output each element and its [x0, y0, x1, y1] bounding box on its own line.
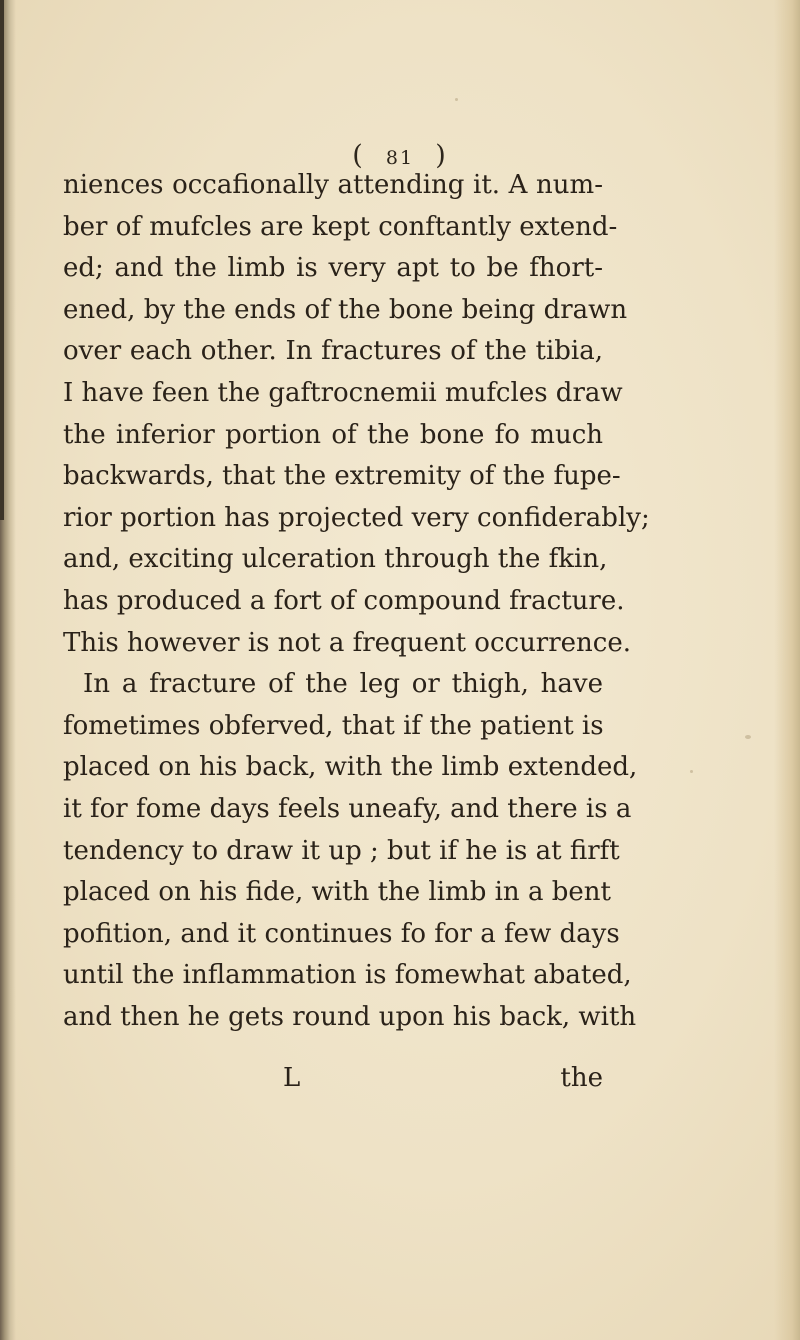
- header-close-paren: ): [435, 140, 448, 171]
- text-line: ed; and the limb is very apt to be fhort-: [63, 253, 603, 284]
- text-line: until the inflammation is fomewhat abated,: [63, 960, 632, 991]
- text-line: it for fome days feels uneafy, and there is a: [63, 793, 632, 824]
- binding-edge: [0, 0, 4, 520]
- paper-fleck: [455, 98, 458, 101]
- catchword: the: [560, 1063, 603, 1093]
- page-number: 81: [385, 147, 415, 169]
- signature-mark: L: [283, 1063, 301, 1093]
- text-line: pofition, and it continues fo for a few days: [63, 918, 620, 949]
- text-line: has produced a fort of compound fracture.: [63, 585, 625, 616]
- text-line: and, exciting ulceration through the fkin,: [63, 544, 608, 575]
- paper-fleck: [745, 735, 751, 739]
- text-line: backwards, that the extremity of the fupe-: [63, 461, 621, 492]
- text-line: ber of mufcles are kept conftantly extend-: [63, 211, 618, 242]
- text-line: niences occafionally attending it. A num-: [63, 170, 603, 200]
- text-line: over each other. In fractures of the tibia,: [63, 336, 603, 367]
- text-line: tendency to draw it up ; but if he is at firft: [63, 835, 620, 866]
- text-line: I have feen the gaftrocnemii mufcles draw: [63, 377, 623, 408]
- paper-fleck: [690, 770, 693, 773]
- text-line: and then he gets round upon his back, with: [63, 1001, 637, 1032]
- header-open-paren: (: [352, 140, 365, 171]
- text-line: fometimes obferved, that if the patient is: [63, 710, 604, 741]
- text-line: placed on his back, with the limb extended,: [63, 752, 638, 783]
- text-line: ened, by the ends of the bone being drawn: [63, 294, 628, 325]
- text-line: placed on his fide, with the limb in a bent: [63, 877, 611, 908]
- text-line: rior portion has projected very confiderably;: [63, 502, 650, 533]
- text-line: In a fracture of the leg or thigh, have: [83, 669, 603, 700]
- text-line: the inferior portion of the bone fo much: [63, 419, 603, 450]
- body-text: [63, 165, 650, 1038]
- text-line: This however is not a frequent occurrence.: [63, 627, 632, 658]
- page-edge-stain: [774, 0, 800, 1340]
